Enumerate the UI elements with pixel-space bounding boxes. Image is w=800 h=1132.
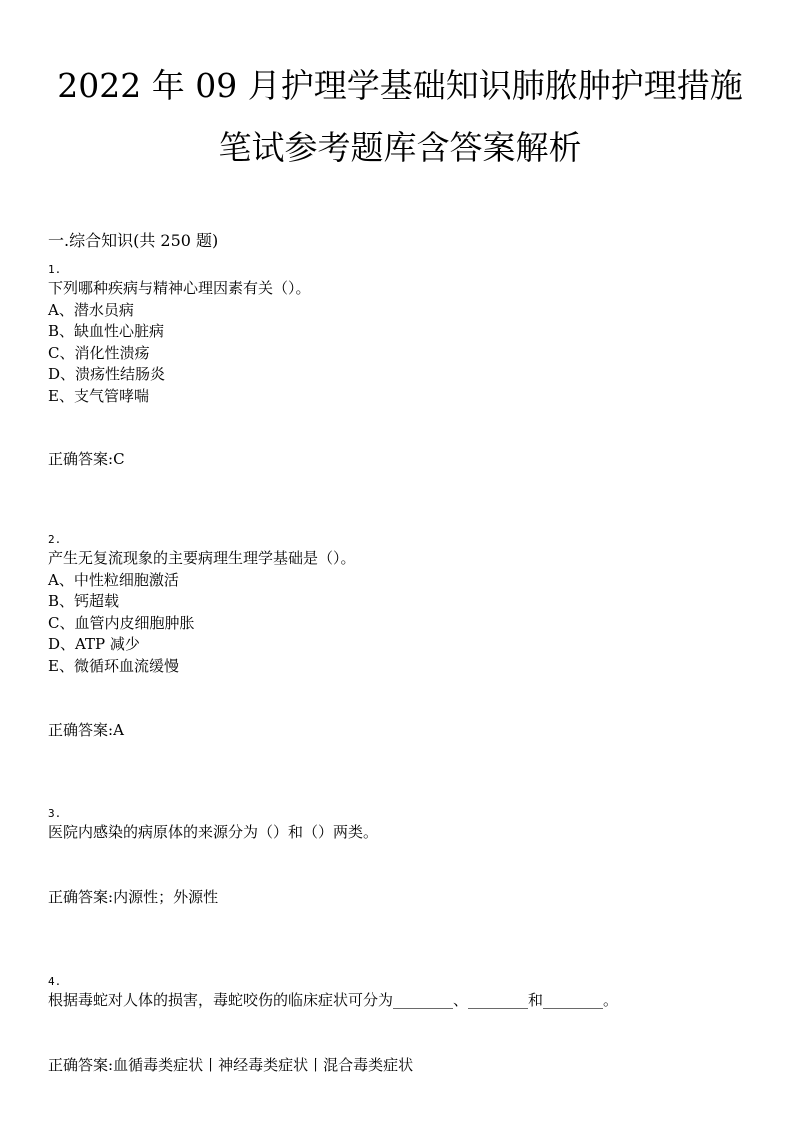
document-title-line-2: 笔试参考题库含答案解析 xyxy=(218,128,582,167)
question-number: 1. xyxy=(48,263,62,276)
question-2 xyxy=(48,532,768,677)
answer-1 xyxy=(48,448,125,470)
answer-value: 血循毒类症状丨神经毒类症状丨混合毒类症状 xyxy=(113,1056,414,1074)
answer-value: C xyxy=(113,450,125,468)
question-number: 3. xyxy=(48,807,62,820)
option-d: D、溃疡性结肠炎 xyxy=(48,365,166,383)
question-text: 产生无复流现象的主要病理生理学基础是（）。 xyxy=(48,549,356,567)
option-d: D、ATP 减少 xyxy=(48,635,140,653)
option-c: C、血管内皮细胞肿胀 xyxy=(48,613,195,632)
answer-label: 正确答案: xyxy=(48,450,114,468)
answer-label: 正确答案: xyxy=(48,888,114,906)
question-1 xyxy=(48,262,768,407)
answer-label: 正确答案: xyxy=(48,721,114,739)
answer-label: 正确答案: xyxy=(48,1056,114,1074)
question-text: 下列哪种疾病与精神心理因素有关（）。 xyxy=(48,279,311,297)
option-b: B、钙超载 xyxy=(48,592,120,610)
question-3 xyxy=(48,806,768,844)
option-e: E、微循环血流缓慢 xyxy=(48,656,179,675)
question-number: 4. xyxy=(48,975,62,988)
option-a: A、中性粒细胞激活 xyxy=(48,570,179,589)
section-heading: 一.综合知识(共 250 题) xyxy=(48,231,219,250)
question-text: 医院内感染的病原体的来源分为（）和（）两类。 xyxy=(48,823,379,841)
answer-2 xyxy=(48,719,124,741)
option-c: C、消化性溃疡 xyxy=(48,343,150,362)
option-b: B、缺血性心脏病 xyxy=(48,322,165,340)
answer-value: A xyxy=(113,721,124,739)
option-e: E、支气管哮喘 xyxy=(48,386,149,405)
question-number: 2. xyxy=(48,533,62,546)
document-title-line-1: 2022 年 09 月护理学基础知识肺脓肿护理措施 xyxy=(57,66,743,105)
answer-4 xyxy=(48,1054,413,1076)
answer-value: 内源性；外源性 xyxy=(113,888,219,906)
answer-3 xyxy=(48,886,218,908)
option-a: A、潜水员病 xyxy=(48,300,134,319)
question-text: 根据毒蛇对人体的损害，毒蛇咬伤的临床症状可分为________、________和________。 xyxy=(48,991,619,1009)
question-4 xyxy=(48,974,768,1012)
